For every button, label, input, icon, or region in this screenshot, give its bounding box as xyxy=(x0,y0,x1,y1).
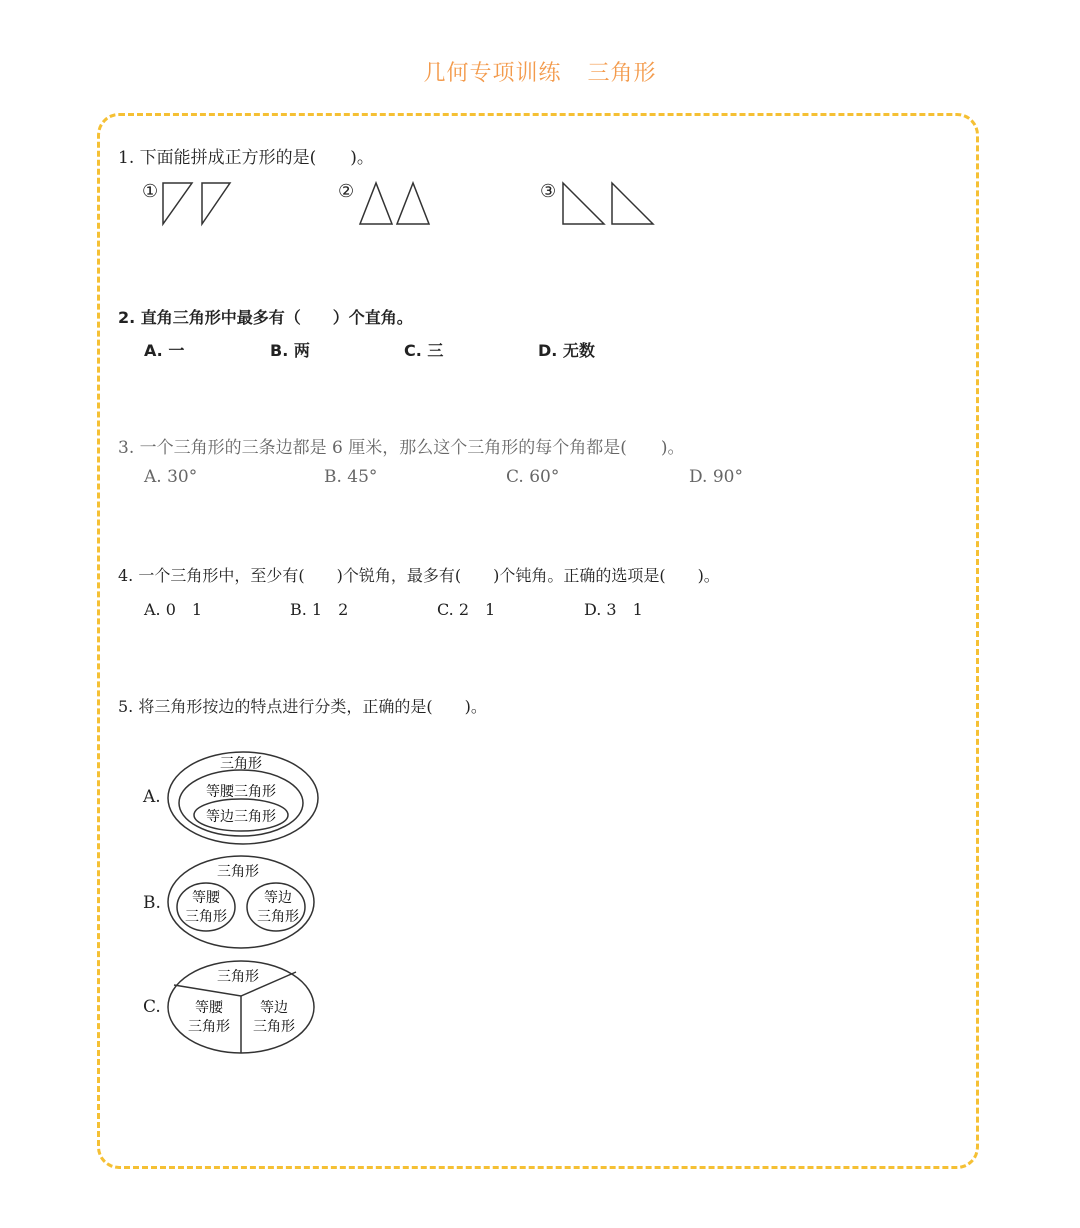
title-right: 三角形 xyxy=(587,61,657,86)
page-title xyxy=(0,56,1080,87)
q5-diagram-c xyxy=(166,960,318,1056)
q5-c-left-line1: 等腰 xyxy=(195,1000,223,1016)
q5-b-right-line2: 三角形 xyxy=(257,909,299,925)
q5-c-top-label: 三角形 xyxy=(217,969,259,985)
question-3-text: 3. 一个三角形的三条边都是 6 厘米，那么这个三角形的每个角都是( )。 xyxy=(118,438,685,458)
q5-option-a-label: A. xyxy=(143,787,161,807)
q2-option-d: D. 无数 xyxy=(538,341,595,360)
q5-diagram-a xyxy=(166,750,320,846)
q5-a-inner-label: 等边三角形 xyxy=(206,809,276,825)
q5-option-b-label: B. xyxy=(143,893,161,913)
q5-b-left-line2: 三角形 xyxy=(185,909,227,925)
q5-c-right-line2: 三角形 xyxy=(253,1019,295,1035)
q3-option-a: A. 30° xyxy=(144,467,198,487)
q1-option-3-shapes xyxy=(560,182,656,227)
q5-b-right-line1: 等边 xyxy=(264,890,292,906)
question-4-text: 4. 一个三角形中，至少有( )个锐角，最多有( )个钝角。正确的选项是( )。 xyxy=(118,566,720,585)
q4-option-c: C. 2 1 xyxy=(437,600,496,619)
q5-diagram-b xyxy=(166,855,318,951)
q3-option-c: C. 60° xyxy=(506,467,560,487)
q2-option-b: B. 两 xyxy=(270,341,310,360)
question-5-text: 5. 将三角形按边的特点进行分类，正确的是( )。 xyxy=(118,697,487,716)
q3-option-d: D. 90° xyxy=(689,467,743,487)
q4-option-b: B. 1 2 xyxy=(290,600,349,619)
q5-b-outer-label: 三角形 xyxy=(217,864,259,880)
q5-a-outer-label: 三角形 xyxy=(220,756,262,772)
q2-option-c: C. 三 xyxy=(404,341,444,360)
q4-option-a: A. 0 1 xyxy=(144,600,203,619)
q5-option-c-label: C. xyxy=(143,997,161,1017)
question-2-text: 2. 直角三角形中最多有（ ）个直角。 xyxy=(118,308,413,327)
q1-marker-1: ① xyxy=(142,181,159,202)
q5-a-middle-label: 等腰三角形 xyxy=(206,784,276,800)
q1-marker-2: ② xyxy=(338,181,355,202)
title-left: 几何专项训练 xyxy=(423,61,562,86)
q4-option-d: D. 3 1 xyxy=(584,600,643,619)
q1-option-1-shapes xyxy=(160,182,240,227)
q5-c-left-line2: 三角形 xyxy=(188,1019,230,1035)
q1-marker-3: ③ xyxy=(540,181,557,202)
q2-option-a: A. 一 xyxy=(144,341,185,360)
q1-option-2-shapes xyxy=(358,182,433,227)
q3-option-b: B. 45° xyxy=(324,467,378,487)
question-1-text: 1. 下面能拼成正方形的是( )。 xyxy=(118,148,374,168)
q5-b-left-line1: 等腰 xyxy=(192,890,220,906)
q5-c-right-line1: 等边 xyxy=(260,1000,288,1016)
